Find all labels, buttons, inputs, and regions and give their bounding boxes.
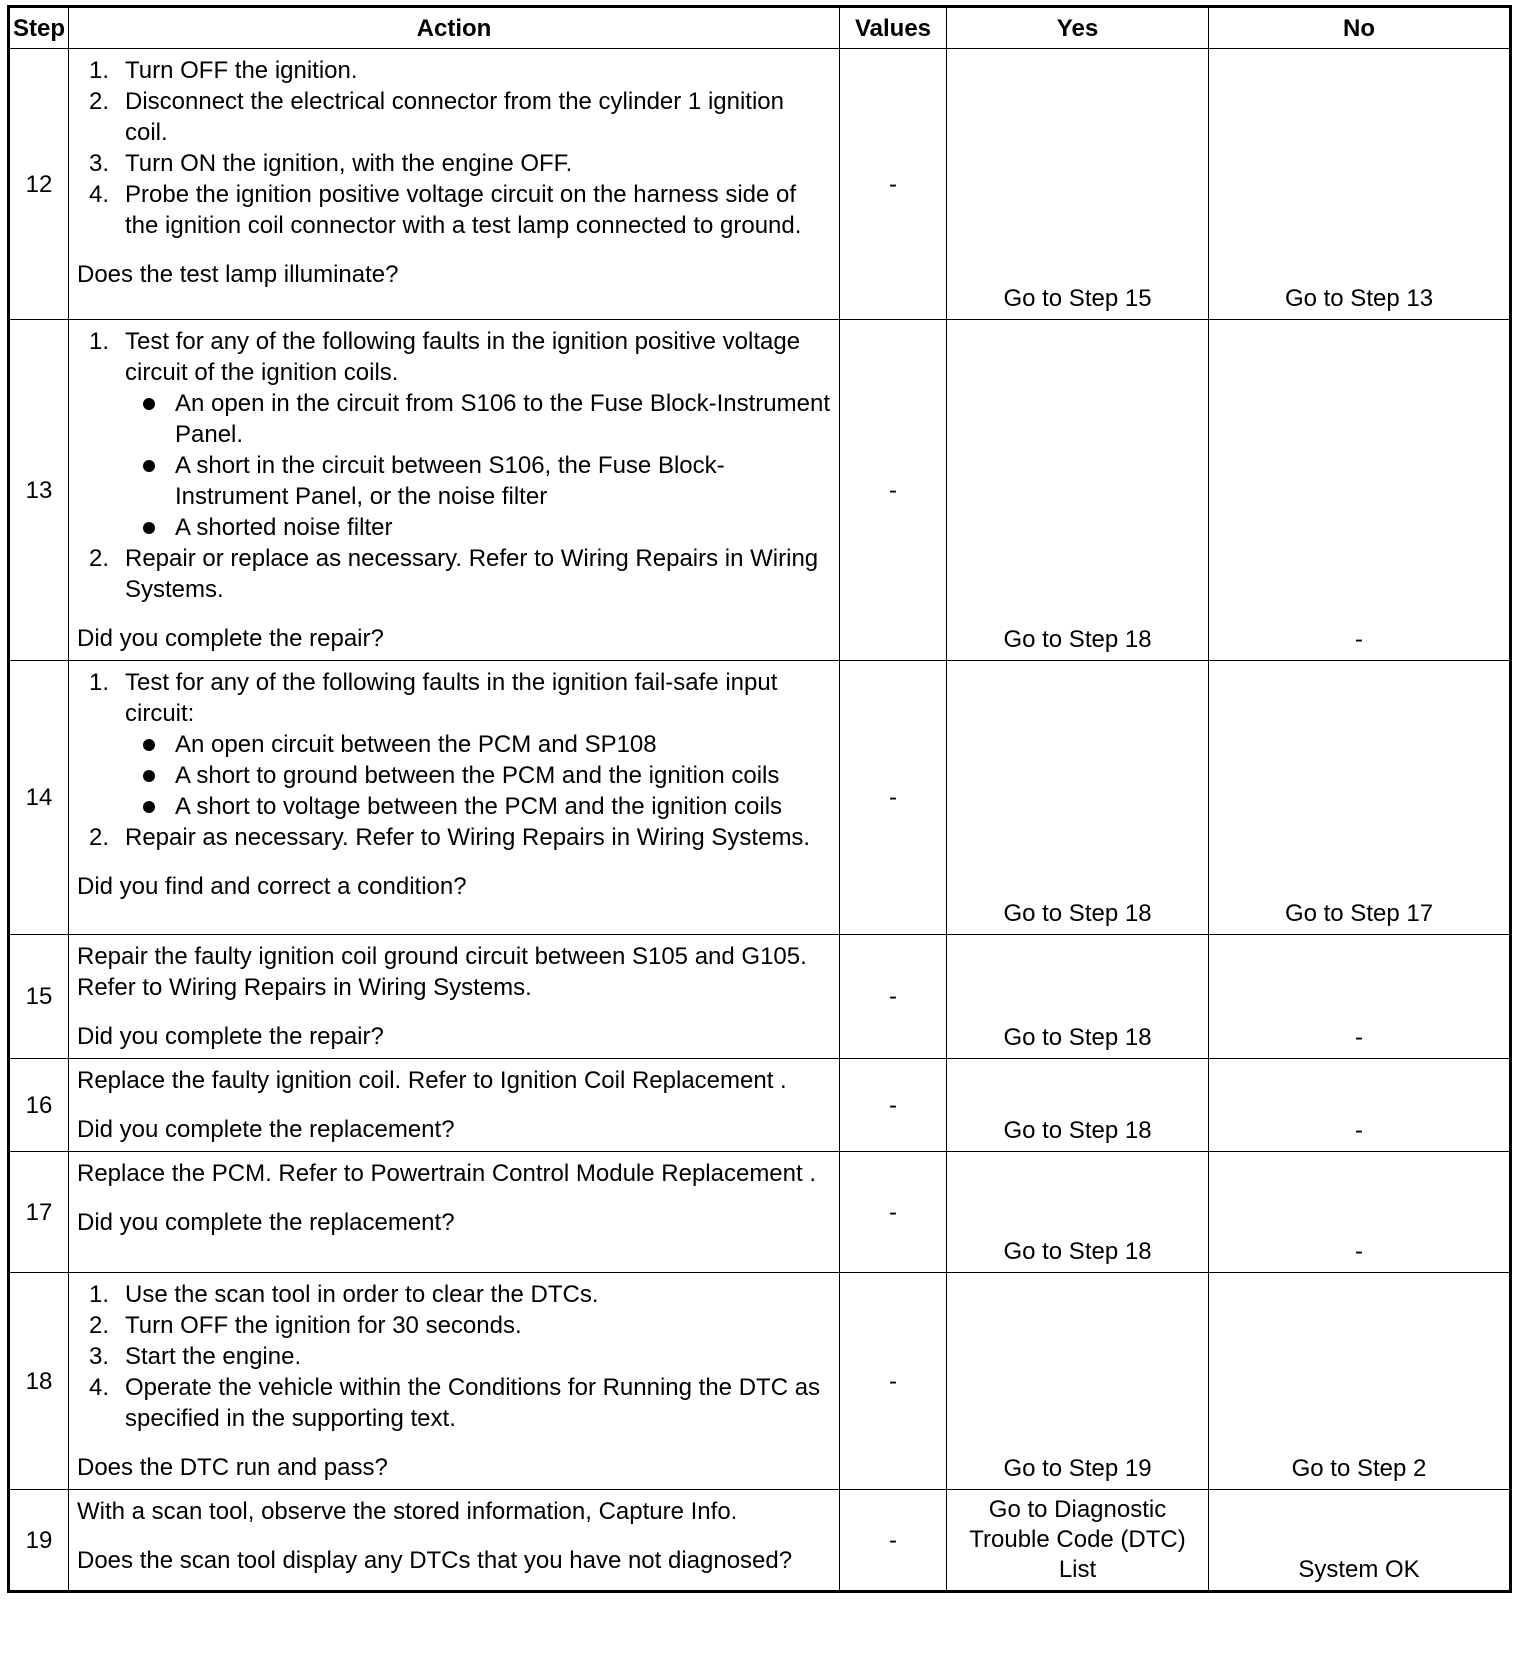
step-number: 15	[9, 935, 69, 1059]
no-cell: System OK	[1209, 1490, 1511, 1592]
action-cell	[69, 1059, 840, 1152]
question-text: Did you find and correct a condition?	[77, 873, 467, 900]
header-row	[9, 7, 1511, 49]
values-cell: -	[840, 320, 947, 661]
bullet-item	[125, 760, 831, 791]
item-text: Repair as necessary. Refer to Wiring Repairs in Wiring Systems.	[125, 824, 811, 851]
item-number: 2.	[89, 1312, 110, 1339]
question-text: Does the scan tool display any DTCs that you have not diagnosed?	[77, 1547, 793, 1574]
item-text: Probe the ignition positive voltage circuit on the harness side of the ignition coil connector with a test lamp connected to ground.	[125, 181, 802, 239]
list-item	[77, 543, 831, 605]
header-step: Step	[9, 7, 69, 49]
action-cell	[69, 1490, 840, 1592]
item-number: 4.	[89, 181, 110, 208]
item-text: Disconnect the electrical connector from the cylinder 1 ignition coil.	[125, 88, 784, 146]
table-row	[9, 320, 1511, 661]
bullet-item	[125, 729, 831, 760]
header-yes: Yes	[947, 7, 1209, 49]
list-item	[77, 1372, 831, 1434]
values-cell: -	[840, 935, 947, 1059]
item-number: 1.	[89, 669, 110, 696]
bullet-icon	[143, 801, 155, 813]
step-number: 13	[9, 320, 69, 661]
numbered-list	[77, 1279, 831, 1434]
diagnostic-table-container	[7, 5, 1509, 1593]
list-item	[77, 55, 831, 86]
numbered-list	[77, 55, 831, 241]
values-cell: -	[840, 1273, 947, 1490]
numbered-list	[77, 667, 831, 853]
item-number: 2.	[89, 88, 110, 115]
action-text: With a scan tool, observe the stored information, Capture Info.	[77, 1498, 738, 1525]
table-row	[9, 49, 1511, 320]
table-row	[9, 1273, 1511, 1490]
question-text: Did you complete the replacement?	[77, 1209, 455, 1236]
bullet-text: A short in the circuit between S106, the Fuse Block-Instrument Panel, or the noise filter	[175, 452, 725, 510]
table-row	[9, 1152, 1511, 1273]
bullet-icon	[143, 460, 155, 472]
action-text: Replace the PCM. Refer to Powertrain Control Module Replacement .	[77, 1160, 817, 1187]
list-item	[77, 1310, 831, 1341]
item-text: Turn ON the ignition, with the engine OFF.	[125, 150, 573, 177]
list-item	[77, 179, 831, 241]
question-text: Did you complete the repair?	[77, 625, 384, 652]
yes-cell: Go to Diagnostic Trouble Code (DTC) List	[947, 1490, 1209, 1592]
list-item	[77, 1341, 831, 1372]
list-item	[77, 1279, 831, 1310]
bullet-icon	[143, 522, 155, 534]
item-number: 3.	[89, 1343, 110, 1370]
header-no: No	[1209, 7, 1511, 49]
question-text: Did you complete the replacement?	[77, 1116, 455, 1143]
no-cell: -	[1209, 935, 1511, 1059]
no-cell: Go to Step 13	[1209, 49, 1511, 320]
item-number: 1.	[89, 57, 110, 84]
list-item	[77, 148, 831, 179]
bullet-icon	[143, 770, 155, 782]
step-number: 12	[9, 49, 69, 320]
question-text: Does the DTC run and pass?	[77, 1454, 388, 1481]
header-values: Values	[840, 7, 947, 49]
header-action: Action	[69, 7, 840, 49]
bullet-item	[125, 791, 831, 822]
bullet-text: A short to voltage between the PCM and the ignition coils	[175, 793, 783, 820]
no-cell: Go to Step 17	[1209, 661, 1511, 935]
table-row	[9, 1490, 1511, 1592]
item-text: Test for any of the following faults in the ignition fail-safe input circuit:	[125, 669, 778, 727]
item-text: Turn OFF the ignition.	[125, 57, 358, 84]
yes-cell: Go to Step 19	[947, 1273, 1209, 1490]
action-cell	[69, 1273, 840, 1490]
action-cell	[69, 49, 840, 320]
item-text: Start the engine.	[125, 1343, 302, 1370]
item-text: Use the scan tool in order to clear the DTCs.	[125, 1281, 599, 1308]
action-cell	[69, 935, 840, 1059]
item-number: 2.	[89, 824, 110, 851]
list-item	[77, 326, 831, 543]
item-text: Turn OFF the ignition for 30 seconds.	[125, 1312, 522, 1339]
action-text: Replace the faulty ignition coil. Refer to Ignition Coil Replacement .	[77, 1067, 787, 1094]
diagnostic-table	[7, 5, 1512, 1593]
yes-cell: Go to Step 18	[947, 661, 1209, 935]
bullet-text: An open in the circuit from S106 to the Fuse Block-Instrument Panel.	[175, 390, 830, 448]
item-number: 4.	[89, 1374, 110, 1401]
values-cell: -	[840, 1152, 947, 1273]
action-cell	[69, 661, 840, 935]
table-row	[9, 935, 1511, 1059]
yes-cell: Go to Step 18	[947, 935, 1209, 1059]
question-text: Does the test lamp illuminate?	[77, 261, 399, 288]
no-cell: Go to Step 2	[1209, 1273, 1511, 1490]
numbered-list	[77, 326, 831, 605]
step-number: 18	[9, 1273, 69, 1490]
item-text: Repair or replace as necessary. Refer to Wiring Repairs in Wiring Systems.	[125, 545, 819, 603]
bullet-item	[125, 388, 831, 450]
item-number: 2.	[89, 545, 110, 572]
list-item	[77, 822, 831, 853]
item-number: 1.	[89, 328, 110, 355]
action-text: Repair the faulty ignition coil ground circuit between S105 and G105. Refer to Wiring Repairs in Wiring Systems.	[77, 943, 807, 1001]
step-number: 17	[9, 1152, 69, 1273]
action-cell	[69, 1152, 840, 1273]
table-body	[9, 49, 1511, 1592]
bullet-item	[125, 450, 831, 512]
values-cell: -	[840, 1059, 947, 1152]
step-number: 14	[9, 661, 69, 935]
table-row	[9, 661, 1511, 935]
list-item	[77, 667, 831, 822]
list-item	[77, 86, 831, 148]
bullet-item	[125, 512, 831, 543]
bullet-list	[125, 729, 831, 822]
item-text: Operate the vehicle within the Conditions for Running the DTC as specified in the supporting text.	[125, 1374, 821, 1432]
no-cell: -	[1209, 1059, 1511, 1152]
yes-cell: Go to Step 18	[947, 1059, 1209, 1152]
action-cell	[69, 320, 840, 661]
no-cell: -	[1209, 1152, 1511, 1273]
values-cell: -	[840, 661, 947, 935]
table-row	[9, 1059, 1511, 1152]
bullet-icon	[143, 739, 155, 751]
bullet-text: A shorted noise filter	[175, 514, 393, 541]
question-text: Did you complete the repair?	[77, 1023, 384, 1050]
values-cell: -	[840, 1490, 947, 1592]
item-number: 3.	[89, 150, 110, 177]
yes-cell: Go to Step 18	[947, 1152, 1209, 1273]
yes-cell: Go to Step 15	[947, 49, 1209, 320]
bullet-text: A short to ground between the PCM and the ignition coils	[175, 762, 780, 789]
bullet-text: An open circuit between the PCM and SP108	[175, 731, 657, 758]
no-cell: -	[1209, 320, 1511, 661]
item-number: 1.	[89, 1281, 110, 1308]
bullet-icon	[143, 398, 155, 410]
yes-cell: Go to Step 18	[947, 320, 1209, 661]
step-number: 16	[9, 1059, 69, 1152]
item-text: Test for any of the following faults in the ignition positive voltage circuit of the ignition coils.	[125, 328, 801, 386]
bullet-list	[125, 388, 831, 543]
step-number: 19	[9, 1490, 69, 1592]
values-cell: -	[840, 49, 947, 320]
